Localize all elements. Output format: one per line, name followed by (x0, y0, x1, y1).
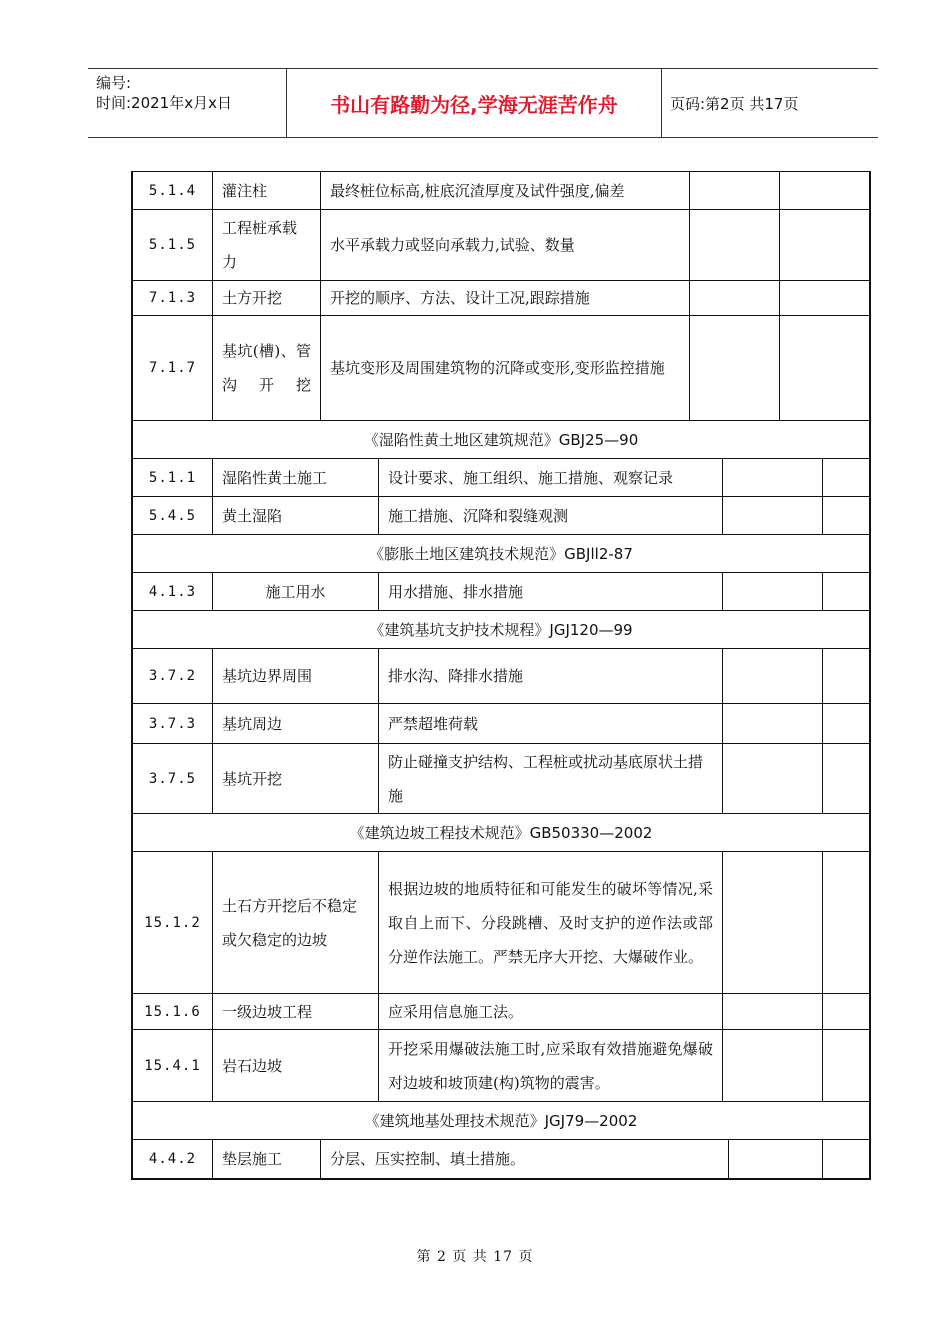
table-row (133, 1140, 869, 1178)
table-row (133, 704, 869, 744)
section-title-row (133, 611, 869, 649)
blank-cell (690, 172, 780, 209)
blank-cell (723, 744, 823, 813)
section-title: 《膨胀土地区建筑技术规范》GBJll2-87 (369, 545, 633, 563)
table-row (133, 573, 869, 611)
content-cell: 最终桩位标高,桩底沉渣厚度及试件强度,偏差 (321, 172, 690, 209)
item-cell: 基坑开挖 (213, 744, 379, 813)
clause-cell: 5.1.1 (133, 459, 213, 496)
clause-cell: 15.4.1 (133, 1030, 213, 1101)
table-row (133, 172, 869, 210)
blank-cell (823, 1140, 865, 1178)
table-row (133, 852, 869, 994)
blank-cell (823, 704, 865, 743)
table-row (133, 316, 869, 421)
header-motto: 书山有路勤为径,学海无涯苦作舟 (330, 92, 618, 117)
content-cell: 根据边坡的地质特征和可能发生的破坏等情况,采取自上而下、分段跳槽、及时支护的逆作法或部分逆作法施工。严禁无序大开挖、大爆破作业。 (379, 852, 723, 993)
blank-cell (690, 210, 780, 280)
blank-cell (780, 210, 865, 280)
clause-cell: 4.1.3 (133, 573, 213, 610)
section-title: 《建筑边坡工程技术规范》GB50330—2002 (349, 824, 653, 842)
table-row (133, 281, 869, 316)
clause-cell: 3.7.3 (133, 704, 213, 743)
blank-cell (823, 573, 865, 610)
blank-cell (780, 172, 865, 209)
content-cell: 水平承载力或竖向承载力,试验、数量 (321, 210, 690, 280)
section-title-row (133, 1102, 869, 1140)
item-cell: 垫层施工 (213, 1140, 321, 1178)
clause-cell: 5.1.4 (133, 172, 213, 209)
item-cell: 湿陷性黄土施工 (213, 459, 379, 496)
item-cell: 基坑周边 (213, 704, 379, 743)
section-title: 《建筑基坑支护技术规程》JGJ120—99 (369, 621, 633, 639)
blank-cell (723, 1030, 823, 1101)
clause-cell: 3.7.5 (133, 744, 213, 813)
serial-label: 编号: (96, 74, 132, 92)
item-cell: 土方开挖 (213, 281, 321, 315)
content-cell: 设计要求、施工组织、施工措施、观察记录 (379, 459, 723, 496)
blank-cell (729, 1140, 823, 1178)
blank-cell (723, 852, 823, 993)
clause-cell: 5.4.5 (133, 497, 213, 534)
time-label: 时间:2021年x月x日 (96, 94, 232, 112)
item-cell: 岩石边坡 (213, 1030, 379, 1101)
blank-cell (723, 649, 823, 703)
header-meta (96, 73, 286, 113)
blank-cell (723, 497, 823, 534)
item-cell: 工程桩承载力 (213, 210, 321, 280)
content-cell: 应采用信息施工法。 (379, 994, 723, 1029)
blank-cell (823, 744, 865, 813)
table-row (133, 459, 869, 497)
section-title: 《建筑地基处理技术规范》JGJ79—2002 (364, 1112, 638, 1130)
blank-cell (723, 704, 823, 743)
blank-cell (823, 852, 865, 993)
clause-cell: 15.1.6 (133, 994, 213, 1029)
content-cell: 施工措施、沉降和裂缝观测 (379, 497, 723, 534)
page-header (88, 68, 878, 138)
item-cell: 黄土湿陷 (213, 497, 379, 534)
content-cell: 基坑变形及周围建筑物的沉降或变形,变形监控措施 (321, 316, 690, 420)
item-cell: 土石方开挖后不稳定或欠稳定的边坡 (213, 852, 379, 993)
header-divider (661, 69, 662, 137)
item-cell: 一级边坡工程 (213, 994, 379, 1029)
clause-cell: 4.4.2 (133, 1140, 213, 1178)
blank-cell (823, 1030, 865, 1101)
blank-cell (690, 316, 780, 420)
clause-cell: 7.1.7 (133, 316, 213, 420)
content-cell: 开挖采用爆破法施工时,应采取有效措施避免爆破对边坡和坡顶建(构)筑物的震害。 (379, 1030, 723, 1101)
blank-cell (780, 316, 865, 420)
item-cell: 施工用水 (213, 573, 379, 610)
table-row (133, 210, 869, 281)
blank-cell (823, 497, 865, 534)
blank-cell (780, 281, 865, 315)
clause-cell: 7.1.3 (133, 281, 213, 315)
table-row (133, 744, 869, 814)
content-cell: 防止碰撞支护结构、工程桩或扰动基底原状土措施 (379, 744, 723, 813)
table-row (133, 649, 869, 704)
item-cell: 基坑边界周围 (213, 649, 379, 703)
blank-cell (723, 573, 823, 610)
clause-cell: 5.1.5 (133, 210, 213, 280)
clause-cell: 3.7.2 (133, 649, 213, 703)
content-cell: 分层、压实控制、填土措施。 (321, 1140, 729, 1178)
content-cell: 严禁超堆荷载 (379, 704, 723, 743)
section-title-row (133, 535, 869, 573)
table-row (133, 497, 869, 535)
item-cell: 灌注柱 (213, 172, 321, 209)
section-title-row (133, 421, 869, 459)
blank-cell (690, 281, 780, 315)
table-row (133, 1030, 869, 1102)
blank-cell (823, 459, 865, 496)
content-cell: 排水沟、降排水措施 (379, 649, 723, 703)
blank-cell (823, 994, 865, 1029)
clause-cell: 15.1.2 (133, 852, 213, 993)
blank-cell (723, 459, 823, 496)
blank-cell (723, 994, 823, 1029)
section-title-row (133, 814, 869, 852)
page-footer: 第 2 页 共 17 页 (416, 1249, 534, 1265)
content-cell: 用水措施、排水措施 (379, 573, 723, 610)
blank-cell (823, 649, 865, 703)
section-title: 《湿陷性黄土地区建筑规范》GBJ25—90 (363, 431, 639, 449)
table-row (133, 994, 869, 1030)
item-cell: 基坑(槽)、管沟开挖 (213, 316, 321, 420)
regulation-table (131, 171, 871, 1180)
header-page-label: 页码:第2页 共17页 (670, 94, 799, 113)
content-cell: 开挖的顺序、方法、设计工况,跟踪措施 (321, 281, 690, 315)
